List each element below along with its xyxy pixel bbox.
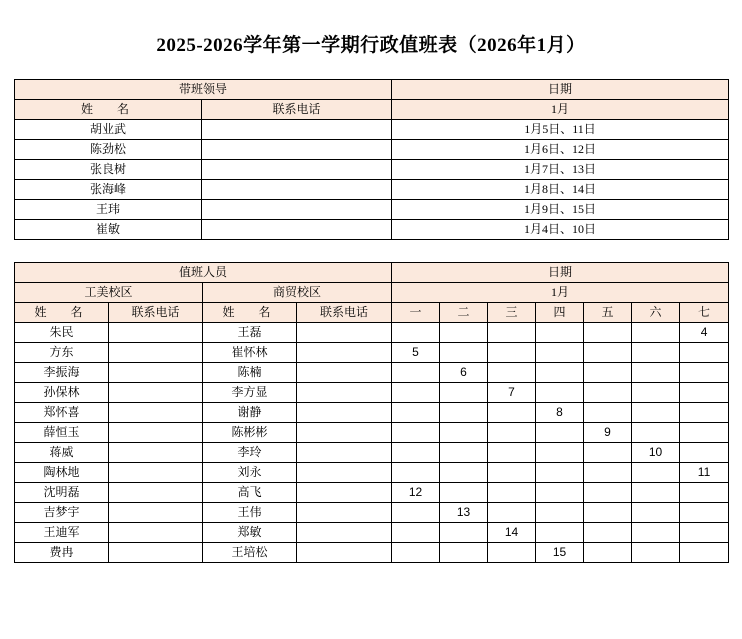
table-row (15, 120, 729, 140)
staff-name-right: 陈彬彬 (203, 423, 297, 443)
duty-day-cell (680, 503, 729, 523)
duty-day-cell: 11 (680, 463, 729, 483)
duty-day-cell: 10 (632, 443, 680, 463)
duty-day-cell (536, 343, 584, 363)
leader-phone (202, 200, 392, 220)
leader-name: 胡业武 (15, 120, 202, 140)
staff-name-left: 薛恒玉 (15, 423, 109, 443)
duty-day-cell: 5 (392, 343, 440, 363)
duty-day-cell (392, 463, 440, 483)
leader-phone (202, 220, 392, 240)
duty-day-cell: 4 (680, 323, 729, 343)
duty-day-cell: 9 (584, 423, 632, 443)
duty-day-cell (440, 323, 488, 343)
table-subheader-row (15, 100, 729, 120)
table-gap (14, 240, 728, 262)
duty-day-cell (488, 443, 536, 463)
column-header-weekday-2: 二 (440, 303, 488, 323)
duty-day-cell (680, 523, 729, 543)
staff-phone-left (109, 543, 203, 563)
column-header-weekday-5: 五 (584, 303, 632, 323)
duty-day-cell (488, 343, 536, 363)
leader-phone (202, 120, 392, 140)
duty-day-cell (440, 383, 488, 403)
staff-name-right: 陈楠 (203, 363, 297, 383)
duty-day-cell (584, 523, 632, 543)
staff-phone-right (297, 343, 392, 363)
leader-phone (202, 160, 392, 180)
staff-name-right: 谢静 (203, 403, 297, 423)
table-row (15, 343, 729, 363)
leader-name: 张海峰 (15, 180, 202, 200)
staff-name-right: 崔怀林 (203, 343, 297, 363)
date-group-header: 日期 (392, 263, 729, 283)
table-subheader-row (15, 303, 729, 323)
duty-day-cell (536, 483, 584, 503)
duty-day-cell (392, 443, 440, 463)
duty-day-cell (632, 463, 680, 483)
leader-name: 张良树 (15, 160, 202, 180)
column-header-name-right: 姓 名 (203, 303, 297, 323)
leader-dates: 1月4日、10日 (392, 220, 729, 240)
table-row (15, 403, 729, 423)
duty-day-cell (632, 383, 680, 403)
staff-name-left: 王迪军 (15, 523, 109, 543)
campus-left-header: 工美校区 (15, 283, 203, 303)
staff-phone-left (109, 423, 203, 443)
duty-day-cell (536, 443, 584, 463)
duty-day-cell (536, 423, 584, 443)
duty-day-cell (632, 503, 680, 523)
duty-day-cell (440, 343, 488, 363)
duty-day-cell (488, 543, 536, 563)
month-header: 1月 (392, 283, 729, 303)
staff-phone-right (297, 523, 392, 543)
leader-dates: 1月9日、15日 (392, 200, 729, 220)
duty-day-cell (392, 403, 440, 423)
duty-day-cell: 8 (536, 403, 584, 423)
duty-day-cell (584, 443, 632, 463)
leader-name: 崔敏 (15, 220, 202, 240)
duty-day-cell (536, 523, 584, 543)
staff-name-left: 陶林地 (15, 463, 109, 483)
leader-name: 陈劲松 (15, 140, 202, 160)
duty-day-cell (488, 363, 536, 383)
duty-day-cell (632, 403, 680, 423)
duty-day-cell (488, 463, 536, 483)
column-header-weekday-7: 七 (680, 303, 729, 323)
staff-name-right: 高飞 (203, 483, 297, 503)
table-row (15, 463, 729, 483)
duty-day-cell: 14 (488, 523, 536, 543)
duty-day-cell (440, 423, 488, 443)
table-row (15, 363, 729, 383)
duty-day-cell (584, 323, 632, 343)
duty-day-cell (680, 343, 729, 363)
duty-day-cell (440, 403, 488, 423)
duty-day-cell (632, 543, 680, 563)
duty-day-cell (680, 443, 729, 463)
table-row (15, 523, 729, 543)
duty-day-cell: 13 (440, 503, 488, 523)
duty-day-cell (632, 423, 680, 443)
staff-phone-right (297, 383, 392, 403)
duty-day-cell (584, 543, 632, 563)
staff-name-left: 费冉 (15, 543, 109, 563)
staff-name-left: 李振海 (15, 363, 109, 383)
duty-day-cell (680, 483, 729, 503)
staff-phone-left (109, 483, 203, 503)
leader-dates: 1月8日、14日 (392, 180, 729, 200)
duty-day-cell (680, 403, 729, 423)
duty-day-cell (488, 423, 536, 443)
table-row (15, 200, 729, 220)
column-header-phone: 联系电话 (202, 100, 392, 120)
staff-phone-right (297, 363, 392, 383)
table-row (15, 220, 729, 240)
table-row (15, 180, 729, 200)
table-row (15, 543, 729, 563)
staff-name-right: 王培松 (203, 543, 297, 563)
duty-day-cell (632, 323, 680, 343)
duty-day-cell (584, 503, 632, 523)
staff-phone-left (109, 503, 203, 523)
staff-phone-right (297, 483, 392, 503)
duty-day-cell (584, 383, 632, 403)
duty-day-cell (536, 503, 584, 523)
staff-phone-right (297, 463, 392, 483)
duty-day-cell: 12 (392, 483, 440, 503)
staff-phone-left (109, 403, 203, 423)
staff-phone-right (297, 503, 392, 523)
leader-dates: 1月5日、11日 (392, 120, 729, 140)
duty-day-cell (536, 463, 584, 483)
table-row (15, 483, 729, 503)
column-header-weekday-1: 一 (392, 303, 440, 323)
duty-day-cell (680, 363, 729, 383)
leader-phone (202, 140, 392, 160)
staff-name-left: 沈明磊 (15, 483, 109, 503)
duty-day-cell (440, 543, 488, 563)
leader-dates: 1月7日、13日 (392, 160, 729, 180)
staff-name-right: 李方显 (203, 383, 297, 403)
leader-dates: 1月6日、12日 (392, 140, 729, 160)
duty-day-cell (488, 483, 536, 503)
table-row (15, 443, 729, 463)
staff-phone-right (297, 323, 392, 343)
duty-day-cell (584, 363, 632, 383)
duty-day-cell (488, 323, 536, 343)
duty-day-cell (392, 523, 440, 543)
duty-day-cell (392, 383, 440, 403)
duty-day-cell (536, 323, 584, 343)
duty-day-cell (632, 523, 680, 543)
duty-day-cell (632, 363, 680, 383)
table-row (15, 323, 729, 343)
campus-right-header: 商贸校区 (203, 283, 392, 303)
page-title: 2025-2026学年第一学期行政值班表（2026年1月） (156, 35, 586, 56)
table-header-row (15, 80, 729, 100)
staff-name-left: 吉梦宇 (15, 503, 109, 523)
duty-day-cell (680, 423, 729, 443)
duty-day-cell (488, 403, 536, 423)
duty-day-cell (440, 523, 488, 543)
leaders-duty-table (14, 79, 729, 240)
column-header-name-left: 姓 名 (15, 303, 109, 323)
duty-day-cell (680, 383, 729, 403)
staff-duty-table (14, 262, 729, 563)
column-header-phone-left: 联系电话 (109, 303, 203, 323)
duty-day-cell (392, 323, 440, 343)
duty-day-cell (584, 463, 632, 483)
duty-day-cell (440, 483, 488, 503)
staff-name-left: 朱民 (15, 323, 109, 343)
staff-phone-left (109, 463, 203, 483)
duty-day-cell (392, 543, 440, 563)
staff-phone-left (109, 523, 203, 543)
duty-day-cell: 15 (536, 543, 584, 563)
table-row (15, 503, 729, 523)
duty-day-cell (536, 363, 584, 383)
duty-day-cell (392, 503, 440, 523)
leader-phone (202, 180, 392, 200)
staff-name-left: 方东 (15, 343, 109, 363)
duty-day-cell (632, 343, 680, 363)
duty-day-cell (584, 403, 632, 423)
column-header-weekday-4: 四 (536, 303, 584, 323)
column-header-weekday-3: 三 (488, 303, 536, 323)
staff-phone-left (109, 443, 203, 463)
column-header-month: 1月 (392, 100, 729, 120)
staff-phone-left (109, 323, 203, 343)
duty-day-cell (584, 343, 632, 363)
campus-header-row (15, 283, 729, 303)
staff-phone-right (297, 403, 392, 423)
staff-phone-right (297, 443, 392, 463)
staff-phone-right (297, 423, 392, 443)
staff-group-header: 值班人员 (15, 263, 392, 283)
leaders-group-header: 带班领导 (15, 80, 392, 100)
table-row (15, 423, 729, 443)
duty-day-cell (632, 483, 680, 503)
table-header-row (15, 263, 729, 283)
duty-day-cell: 6 (440, 363, 488, 383)
column-header-name: 姓 名 (15, 100, 202, 120)
staff-name-right: 刘永 (203, 463, 297, 483)
staff-phone-right (297, 543, 392, 563)
duty-day-cell (488, 503, 536, 523)
staff-name-left: 郑怀喜 (15, 403, 109, 423)
duty-day-cell (440, 443, 488, 463)
duty-day-cell (680, 543, 729, 563)
date-group-header: 日期 (392, 80, 729, 100)
staff-phone-left (109, 383, 203, 403)
staff-name-right: 王伟 (203, 503, 297, 523)
staff-name-right: 郑敏 (203, 523, 297, 543)
duty-day-cell (440, 463, 488, 483)
duty-day-cell (392, 363, 440, 383)
table-row (15, 160, 729, 180)
staff-name-right: 李玲 (203, 443, 297, 463)
leader-name: 王玮 (15, 200, 202, 220)
table-row (15, 383, 729, 403)
staff-name-left: 蒋威 (15, 443, 109, 463)
column-header-phone-right: 联系电话 (297, 303, 392, 323)
duty-day-cell (584, 483, 632, 503)
duty-day-cell (536, 383, 584, 403)
duty-day-cell (392, 423, 440, 443)
staff-phone-left (109, 343, 203, 363)
column-header-weekday-6: 六 (632, 303, 680, 323)
duty-day-cell: 7 (488, 383, 536, 403)
staff-name-right: 王磊 (203, 323, 297, 343)
table-row (15, 140, 729, 160)
staff-name-left: 孙保林 (15, 383, 109, 403)
staff-phone-left (109, 363, 203, 383)
